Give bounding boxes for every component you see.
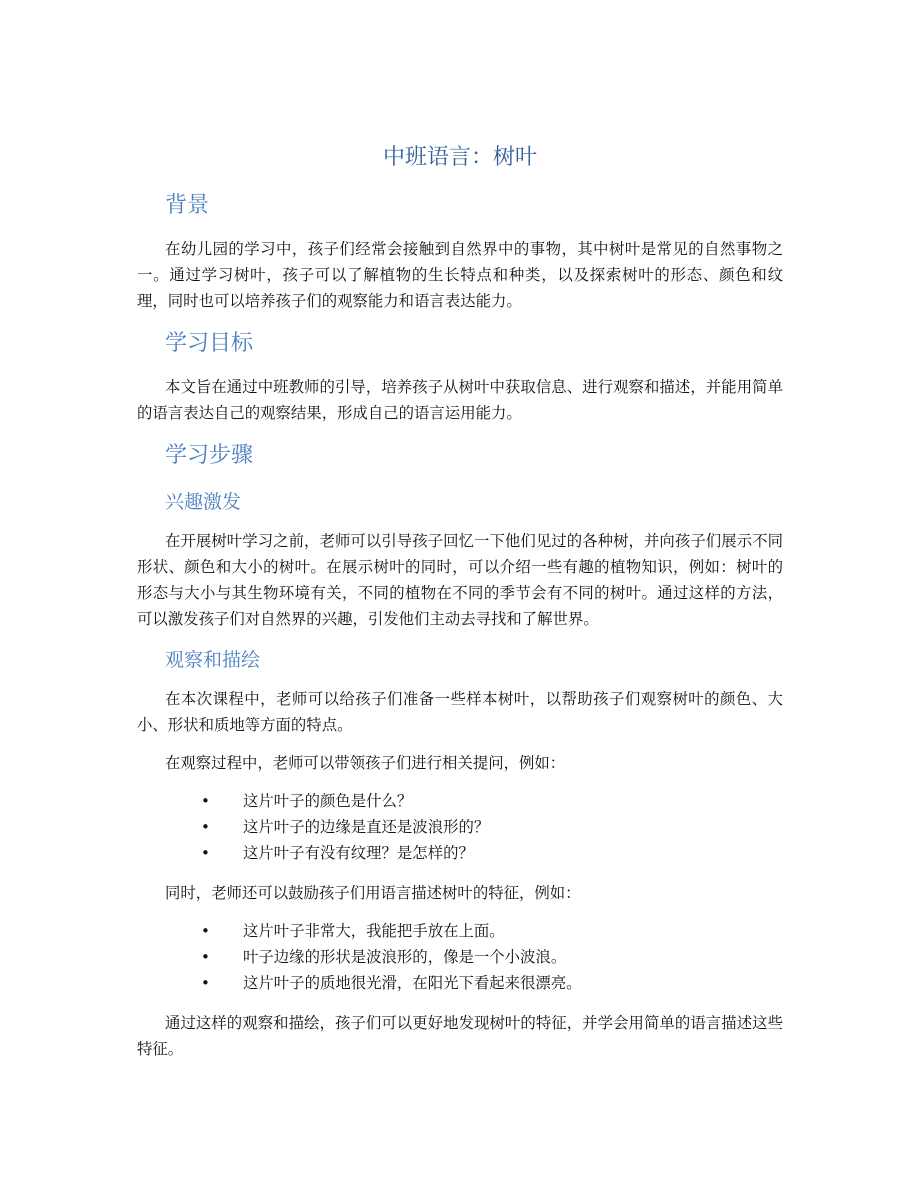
list-item — [137, 788, 783, 814]
paragraph-observe-1: 在本次课程中，老师可以给孩子们准备一些样本树叶，以帮助孩子们观察树叶的颜色、大小、形状和质地等方面的特点。 — [137, 690, 783, 734]
paragraph-interest: 在开展树叶学习之前，老师可以引导孩子回忆一下他们见过的各种树，并向孩子们展示不同形状、颜色和大小的树叶。在展示树叶的同时，可以介绍一些有趣的植物知识，例如：树叶的形态与大小与其生物环境有关，不同的植物在不同的季节会有不同的树叶。通过这样的方法，可以激发孩子们对自然界的兴趣，引发他们主动去寻找和了解世界。 — [137, 532, 783, 628]
list-item-text: 这片叶子的质地很光滑，在阳光下看起来很漂亮。 — [243, 974, 582, 992]
heading-goals: 学习目标 — [165, 331, 254, 356]
bullet-icon: • — [201, 948, 210, 966]
description-list — [137, 918, 783, 996]
document-page — [137, 140, 783, 1074]
list-item — [137, 944, 783, 970]
bullet-icon: • — [201, 974, 210, 992]
heading-interest: 兴趣激发 — [165, 491, 242, 513]
paragraph-goals: 本文旨在通过中班教师的引导，培养孩子从树叶中获取信息、进行观察和描述，并能用简单的语言表达自己的观察结果，形成自己的语言运用能力。 — [137, 378, 783, 422]
list-item — [137, 840, 783, 866]
paragraph-observe-3: 同时，老师还可以鼓励孩子们用语言描述树叶的特征，例如： — [165, 884, 581, 902]
paragraph-background: 在幼儿园的学习中，孩子们经常会接触到自然界中的事物，其中树叶是常见的自然事物之一。通过学习树叶，孩子可以了解植物的生长特点和种类，以及探索树叶的形态、颜色和纹理，同时也可以培养孩子们的观察能力和语言表达能力。 — [137, 240, 783, 310]
bullet-icon: • — [201, 844, 210, 862]
paragraph-observe-2: 在观察过程中，老师可以带领孩子们进行相关提问，例如： — [165, 754, 566, 772]
document-title: 中班语言：树叶 — [382, 145, 537, 170]
list-item — [137, 814, 783, 840]
heading-steps: 学习步骤 — [165, 443, 254, 468]
question-list — [137, 788, 783, 866]
heading-observe: 观察和描绘 — [165, 649, 261, 671]
list-item-text: 这片叶子的颜色是什么？ — [243, 792, 413, 810]
list-item-text: 这片叶子有没有纹理？是怎样的？ — [243, 844, 474, 862]
heading-background: 背景 — [165, 193, 210, 218]
list-item-text: 这片叶子的边缘是直还是波浪形的？ — [243, 818, 490, 836]
bullet-icon: • — [201, 792, 210, 810]
list-item-text: 叶子边缘的形状是波浪形的，像是一个小波浪。 — [243, 948, 567, 966]
list-item — [137, 918, 783, 944]
list-item-text: 这片叶子非常大，我能把手放在上面。 — [243, 922, 505, 940]
bullet-icon: • — [201, 818, 210, 836]
bullet-icon: • — [201, 922, 210, 940]
paragraph-observe-4: 通过这样的观察和描绘，孩子们可以更好地发现树叶的特征，并学会用简单的语言描述这些特征。 — [137, 1014, 783, 1058]
list-item — [137, 970, 783, 996]
